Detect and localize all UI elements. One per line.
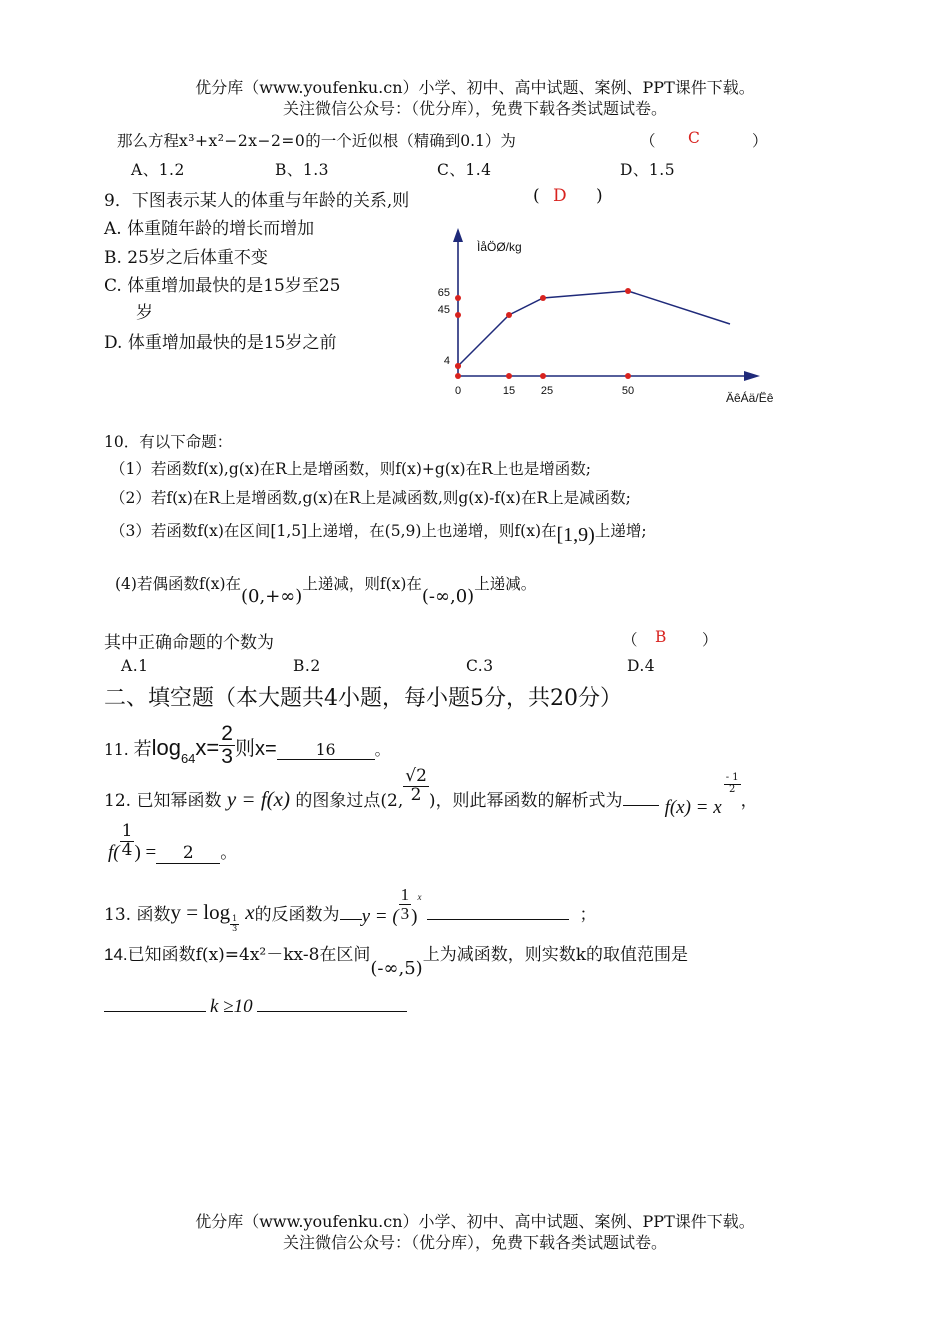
q10-item-4-mid: 上递减，则f(x)在 bbox=[302, 575, 422, 593]
q13-blank-lead bbox=[340, 919, 362, 920]
q9-answer: D bbox=[553, 186, 567, 206]
q13-mid: 的反函数为 bbox=[254, 904, 340, 925]
q9-option-a: A. 体重随年龄的增长而增加 bbox=[104, 219, 315, 239]
chart-ylabel: ÌåÖØ/kg bbox=[477, 240, 522, 254]
q10-item-4 bbox=[115, 572, 537, 607]
q12-point-right: ) bbox=[428, 790, 436, 811]
data-point-0 bbox=[455, 363, 461, 369]
q13-answer-a: y = ( bbox=[361, 905, 399, 927]
q10-paren-open: （ bbox=[622, 631, 638, 649]
q8-paren-open: （ bbox=[640, 132, 656, 150]
y-tick-point bbox=[455, 295, 461, 301]
q13-base bbox=[230, 915, 239, 933]
q12-prefix: 已知幂函数 bbox=[136, 790, 222, 811]
section-2-title: 二、填空题（本大题共4小题，每小题5分，共20分） bbox=[104, 686, 622, 711]
q11-suffix: 。 bbox=[374, 740, 391, 759]
q13-answer-exp: x bbox=[417, 892, 422, 903]
x-tick-point bbox=[455, 373, 461, 379]
q12-line2-den: 4 bbox=[121, 839, 133, 860]
q8-stem-suffix: 的一个近似根（精确到0.1）为 bbox=[305, 132, 516, 150]
q13-end: ； bbox=[579, 904, 597, 925]
q10-question: 其中正确命题的个数为 bbox=[104, 633, 274, 653]
q10-option-d: D.4 bbox=[627, 657, 656, 675]
q8-option-a: A、1.2 bbox=[131, 161, 185, 179]
q14-suffix: 上为减函数，则实数k的取值范围是 bbox=[422, 945, 689, 965]
q8-stem bbox=[117, 129, 516, 151]
q12-point-fraction bbox=[403, 768, 429, 805]
q12-tail: ， bbox=[740, 790, 758, 811]
x-tick-label: 50 bbox=[621, 385, 635, 397]
q12-line-1 bbox=[104, 768, 758, 820]
q8-answer: C bbox=[688, 129, 700, 147]
q10-option-b: B.2 bbox=[293, 657, 321, 675]
q10-item-4-interval-2: (-∞,0) bbox=[421, 586, 475, 607]
q8-option-d: D、1.5 bbox=[620, 161, 676, 179]
q13-base-den: 3 bbox=[232, 923, 238, 933]
x-tick-label: 25 bbox=[540, 385, 554, 397]
data-point-15 bbox=[506, 312, 512, 318]
q13-answer-fraction bbox=[399, 886, 412, 923]
q12-line2-eq: ) = bbox=[134, 841, 157, 863]
q14-answer-line bbox=[104, 996, 407, 1018]
q11-mid: 则x= bbox=[234, 737, 277, 760]
q11-prefix: 若 bbox=[133, 738, 152, 760]
header-line-1: 优分库（www.youfenku.cn）小学、初中、高中试题、案例、PPT课件下载。 bbox=[195, 78, 755, 97]
q13-answer-den: 3 bbox=[400, 903, 410, 923]
q11-fraction bbox=[219, 723, 235, 768]
footer-line-1: 优分库（www.youfenku.cn）小学、初中、高中试题、案例、PPT课件下载。 bbox=[195, 1212, 755, 1231]
y-tick-point bbox=[455, 312, 461, 318]
q10-answer: B bbox=[655, 628, 667, 646]
x-tick-point bbox=[506, 373, 512, 379]
q14-interval: (-∞,5) bbox=[370, 958, 423, 979]
q12-line2-num: 1 bbox=[121, 821, 133, 841]
q14-number: 14. bbox=[104, 945, 128, 964]
footer-line-2: 关注微信公众号：（优分库），免费下载各类试题试卷。 bbox=[282, 1233, 667, 1252]
q11-frac-den: 3 bbox=[221, 745, 233, 769]
q11-frac-num: 2 bbox=[221, 722, 233, 745]
q12-line-2 bbox=[108, 823, 237, 877]
q12-exp-den: 2 bbox=[728, 783, 736, 795]
q10-item-4-interval-1: (0,+∞) bbox=[241, 586, 303, 607]
q12-line2-func: f( bbox=[108, 841, 120, 863]
q13-number: 13. bbox=[104, 904, 132, 925]
q13-base-num: 1 bbox=[232, 914, 238, 924]
q11-var: x= bbox=[195, 734, 220, 760]
q9-option-c: C. 体重增加最快的是15岁至25 bbox=[104, 276, 341, 296]
q14-blank-tail bbox=[257, 1011, 407, 1012]
q12-mid2: ，则此幂函数的解析式为 bbox=[435, 790, 623, 811]
header-line-2: 关注微信公众号：（优分库），免费下载各类试题试卷。 bbox=[282, 99, 667, 118]
x-axis-arrow bbox=[744, 371, 760, 381]
q11 bbox=[104, 715, 391, 769]
q12-blank-lead bbox=[623, 805, 659, 806]
x-tick-point bbox=[625, 373, 631, 379]
q14 bbox=[104, 940, 689, 979]
q10-stem: 10．有以下命题： bbox=[104, 433, 233, 451]
y-tick-label: 65 bbox=[437, 287, 450, 299]
q12-line2-fraction bbox=[120, 823, 135, 860]
q10-item-1: （1）若函数f(x),g(x)在R上是增函数，则f(x)+g(x)在R上也是增函数; bbox=[110, 460, 592, 478]
q10-item-3-suffix: 上递增; bbox=[594, 522, 647, 540]
q8-equation: x³+x²−2x−2=0 bbox=[179, 132, 306, 150]
q14-prefix: 已知函数f(x)=4x²－kx-8在区间 bbox=[127, 945, 371, 965]
q8-stem-prefix: 那么方程 bbox=[117, 132, 180, 150]
chart-series bbox=[455, 288, 730, 369]
q9-paren-open: ( bbox=[533, 186, 540, 206]
q10-item-4-suffix: 上递减。 bbox=[474, 575, 537, 593]
q10-item-2: （2）若f(x)在R上是增函数,g(x)在R上是减函数,则g(x)-f(x)在R上是减函数; bbox=[110, 489, 631, 507]
q10-item-3-interval: [1,9) bbox=[556, 524, 595, 546]
weight-line bbox=[458, 291, 730, 366]
q8-option-b: B、1.3 bbox=[275, 161, 330, 179]
q11-answer: 16 bbox=[277, 741, 375, 760]
q10-item-3 bbox=[110, 519, 647, 546]
q13-blank-tail bbox=[427, 919, 569, 920]
y-axis-arrow bbox=[453, 228, 463, 242]
x-tick-label: 15 bbox=[502, 385, 516, 397]
q12-exp-sign: - bbox=[725, 772, 730, 784]
q9-answer-box bbox=[533, 186, 613, 206]
q12-point-den: 2 bbox=[410, 784, 422, 805]
q10-answer-box bbox=[622, 628, 722, 650]
q9-paren-close: ) bbox=[596, 186, 603, 206]
q12-exponent bbox=[724, 773, 741, 795]
q9-option-b: B. 25岁之后体重不变 bbox=[104, 248, 268, 268]
q13-answer-num: 1 bbox=[400, 885, 410, 904]
q11-log: log bbox=[151, 734, 181, 760]
q12-sqrt: √2 bbox=[405, 766, 427, 786]
x-tick-point bbox=[540, 373, 546, 379]
q12-func: y = f(x) bbox=[226, 786, 290, 811]
q8-paren-close: ） bbox=[752, 132, 768, 150]
q14-blank-lead bbox=[104, 1011, 206, 1012]
q12-line2-end: 。 bbox=[220, 842, 238, 863]
q12-exp-num-value: 1 bbox=[732, 772, 739, 784]
data-point-25 bbox=[540, 295, 546, 301]
q11-base: 64 bbox=[180, 750, 196, 766]
q9-option-d: D. 体重增加最快的是15岁之前 bbox=[104, 333, 337, 353]
q10-option-c: C.3 bbox=[466, 657, 494, 675]
q12-number: 12. bbox=[104, 790, 132, 811]
q12-line2-answer: 2 bbox=[156, 843, 220, 864]
q13-func: y = log bbox=[170, 899, 231, 924]
q9-option-c-cont: 岁 bbox=[136, 303, 153, 323]
q10-paren-close: ） bbox=[702, 631, 718, 649]
q14-answer: k ≥10 bbox=[210, 996, 253, 1017]
y-tick-label: 45 bbox=[437, 304, 450, 316]
q13-var: x bbox=[245, 899, 255, 924]
q10-option-a: A.1 bbox=[121, 657, 149, 675]
q9-stem: 9．下图表示某人的体重与年龄的关系,则 bbox=[104, 191, 410, 211]
q13-answer-b: ) bbox=[411, 905, 418, 927]
q10-item-4-prefix: (4)若偶函数f(x)在 bbox=[115, 575, 242, 593]
data-point-50 bbox=[625, 288, 631, 294]
q10-item-3-prefix: （3）若函数f(x)在区间[1,5]上递增，在(5,9)上也递增，则f(x)在 bbox=[110, 522, 557, 540]
q12-mid: 的图象过点 bbox=[295, 790, 381, 811]
q13 bbox=[104, 886, 596, 936]
q8-option-c: C、1.4 bbox=[437, 161, 492, 179]
y-tick-label: 4 bbox=[443, 355, 450, 367]
x-tick-label: 0 bbox=[454, 385, 462, 397]
q12-point-left: (2, bbox=[380, 790, 404, 811]
chart-xlabel: ÄêÁä/Ëê bbox=[726, 391, 774, 405]
weight-age-chart bbox=[420, 220, 810, 415]
q13-prefix: 函数 bbox=[136, 904, 171, 925]
q12-answer: f(x) = x bbox=[664, 796, 722, 818]
q11-number: 11. bbox=[104, 740, 129, 759]
q8-answer-box bbox=[640, 129, 770, 151]
